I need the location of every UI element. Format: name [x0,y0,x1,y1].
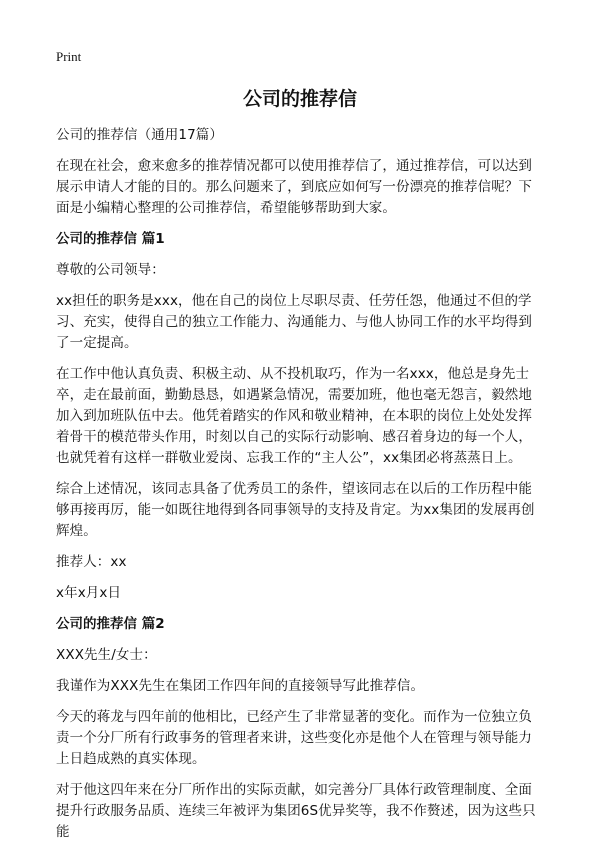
body-paragraph: 今天的蒋龙与四年前的他相比，已经产生了非常显著的变化。而作为一位独立负责一个分厂所有行政事务的管理者来讲，这些变化亦是他个人在管理与领导能力上日趋成熟的真实体现。 [56,709,532,767]
greeting-2: XXX先生/女士： [56,647,157,663]
recommender-line: 推荐人：xx [56,554,127,570]
body-paragraph: 综合上述情况，该同志具备了优秀员工的条件，望该同志在以后的工作历程中能够再接再厉，能一如既往地得到各同事领导的支持及肯定。为xx集团的发展再创辉煌。 [56,481,535,539]
body-paragraph: 我谨作为XXX先生在集团工作四年间的直接领导写此推荐信。 [56,678,425,694]
body-paragraph: 在工作中他认真负责、积极主动、从不投机取巧，作为一名xxx，他总是身先士卒，走在最前面，勤勤恳恳，如遇紧急情况，需要加班，他也毫无怨言，毅然地加入到加班队伍中去。他凭着踏实的作风和敬业精神，在本职的岗位上处处发挥着骨干的模范带头作用，时刻以自己的实际行动影响、感召着身边的每一个人，也就凭着有这样一群敬业爱岗、忘我工作的“主人公”，xx集团必将蒸蒸日上。 [56,366,532,466]
document-title: 公司的推荐信 [242,88,357,110]
greeting-1: 尊敬的公司领导： [56,262,165,278]
section-heading-1: 公司的推荐信 篇1 [56,231,165,247]
section-heading-2: 公司的推荐信 篇2 [56,616,165,632]
print-link[interactable]: Print [56,49,82,64]
subtitle: 公司的推荐信（通用17篇） [56,127,223,143]
date-line: x年x月x日 [56,585,122,601]
body-paragraph: 对于他这四年来在分厂所作出的实际贡献，如完善分厂具体行政管理制度、全面提升行政服务品质、连续三年被评为集团6S优异奖等，我不作赘述，因为这些只能 [56,782,536,840]
intro-paragraph: 在现在社会，愈来愈多的推荐情况都可以使用推荐信了，通过推荐信，可以达到展示申请人才能的目的。那么问题来了，到底应如何写一份漂亮的推荐信呢？下面是小编精心整理的公司推荐信，希望能够帮助到大家。 [56,158,532,216]
body-paragraph: xx担任的职务是xxx，他在自己的岗位上尽职尽责、任劳任怨，他通过不但的学习、充实，使得自己的独立工作能力、沟通能力、与他人协同工作的水平均得到了一定提高。 [56,293,532,351]
document-body [56,125,544,845]
